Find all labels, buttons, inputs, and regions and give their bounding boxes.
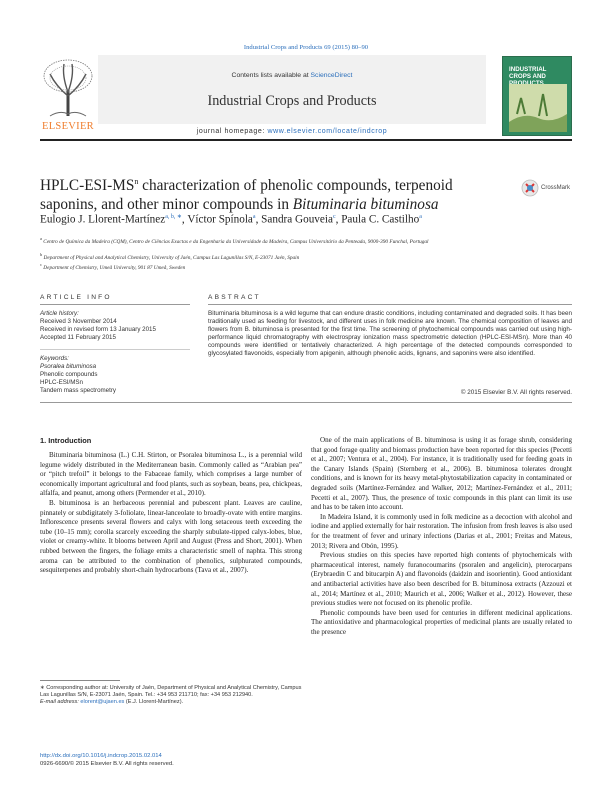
keyword-item: Phenolic compounds	[40, 370, 98, 378]
author-superscript[interactable]: a	[419, 214, 422, 220]
abstract-body: Bituminaria bituminosa is a wild legume that can endure drastic conditions, including contaminated and degraded soils. It has been traditionally used as feeding for livestock, and different uses in folk medicine are known. The chemical composition of leaves and flowers from B. bituminosa is presented for the first time. The screening of phytochemical compounds was carried out using high-performance liquid chromatography with electrospray ionization mass spectrometric detection (HPLC-ESI-MSn). More than 40 compounds were identified or tentatively characterized. A high percentage of the detected compounds corresponded to glycosylated flavonoids, especially from apigenin, although phenolic acids, lignans, and saponins were also identified.	[208, 310, 572, 357]
homepage-label: journal homepage:	[196, 128, 268, 135]
title-species: Bituminaria bituminosa	[292, 196, 439, 214]
body-paragraph: Bituminaria bituminosa (L.) C.H. Stirton, or Psoralea bituminosa L., is a perennial wild legume widely distributed in the Mediterranean basin. Commonly called as “Arabian pea” or “pitch trefoil” it belongs to the Fabaceae family, which comprises a large number of economically important agricultural and food plants, such as soybean, beans, pea, chickpeas, alfalfa, and peanut, among others (Permender et al., 2010).	[40, 451, 302, 498]
title-part-1: HPLC-ESI-MS	[40, 177, 135, 195]
email-label: E-mail address:	[40, 699, 81, 705]
body-paragraph: Previous studies on this species have reported high contents of phytochemicals with pharmaceutical interest, namely furanocoumarins (psoralen and angelicin), pterocarpans (Erybraedin C and bitucarpin A) and flavonoids (daidzin and isoorientin). Good antioxidant and antibacterial activities have also been described for B. bituminosa extracts (Azzouzi et al., 2014; Martínez et al., 2010; Maurich et al., 2006; Walker et al., 2012). However, these previous studies were not focused on its phenolic profile.	[311, 551, 572, 608]
body-paragraph: In Madeira Island, it is commonly used in folk medicine as a decoction with alcohol and iodine and applied externally for hair restoration. The infusion from fresh leaves is also used for the treatment of fever and urinary infections (Darias et al., 2001; Freitas and Mateus, 2013; Rivera and Obón, 1995).	[311, 512, 572, 550]
affiliation-b	[40, 252, 580, 261]
email-suffix: (E.J. Llorent-Martínez).	[124, 699, 184, 705]
article-info-heading: ARTICLE INFO	[40, 294, 112, 301]
affiliation-marker: c	[40, 262, 42, 267]
section-heading-introduction: 1. Introduction	[40, 436, 92, 445]
contents-line	[98, 72, 486, 79]
crossmark-label: CrossMark	[541, 185, 571, 191]
affiliation-text: Department of Physical and Analytical Chemistry, University of Jaén, Campus Las Lagunillas S/N, E-23071 Jaén, Spain	[43, 254, 300, 261]
cover-image	[509, 84, 567, 132]
doi-link[interactable]: http://dx.doi.org/10.1016/j.indcrop.2015.02.014	[40, 753, 162, 759]
title-part-3: saponins, and other minor compounds in	[40, 196, 293, 214]
journal-cover-thumbnail[interactable]	[502, 56, 572, 136]
affiliation-marker: b	[40, 252, 43, 257]
keywords	[40, 355, 190, 395]
header-rule	[40, 139, 572, 141]
journal-homepage	[98, 128, 486, 135]
homepage-link[interactable]: www.elsevier.com/locate/indcrop	[267, 128, 388, 135]
author-name[interactable]: Eulogio J. Llorent-Martínez	[40, 213, 166, 226]
title-part-2: characterization of phenolic compounds, terpenoid	[138, 177, 453, 195]
keyword-item: HPLC-ESI/MSn	[40, 378, 83, 386]
author-name[interactable]: Sandra Gouveia	[261, 213, 333, 226]
author-superscript[interactable]: c	[332, 214, 336, 220]
title-superscript: n	[134, 177, 139, 186]
keywords-label: Keywords:	[40, 355, 69, 362]
history-item: Received in revised form 13 January 2015	[40, 325, 156, 333]
affiliation-text: Department of Chemistry, Umeå University, 901 87 Umeå, Sweden	[43, 264, 186, 271]
author-list: Eulogio J. Llorent-Martínez$^{a, b, ∗}$, Víctor Spínola$^a$, Sandra Gouveia$^c$, Paula C. Castilho$^a$	[40, 213, 422, 226]
abstract-bottom-rule	[40, 402, 572, 403]
journal-reference[interactable]: Industrial Crops and Products 69 (2015) 80–90	[243, 44, 369, 51]
author-superscript[interactable]: a	[252, 214, 256, 220]
elsevier-tree-logo	[40, 56, 96, 124]
corresponding-author-footnote	[40, 685, 302, 706]
abstract-copyright: © 2015 Elsevier B.V. All rights reserved.	[460, 389, 572, 396]
keyword-item: Psoralea bituminosa	[40, 362, 97, 370]
author-superscript[interactable]: a, b, ∗	[165, 214, 182, 220]
sciencedirect-link[interactable]: ScienceDirect	[310, 72, 353, 79]
abstract-rule	[208, 304, 572, 305]
body-column-right	[311, 436, 572, 637]
article-title	[40, 172, 480, 214]
corresponding-text: ∗ Corresponding author at: University of Jaén, Department of Physical and Analytical Chemistry, Campus Las Lagunillas S/N, E-23071 Jaén, Spain. Tel.: +34 953 211710; fax: +34 953 212940.	[40, 685, 302, 698]
article-info-rule	[40, 304, 190, 305]
article-history	[40, 310, 190, 342]
crossmark-badge[interactable]	[520, 174, 572, 204]
history-label: Article history:	[40, 310, 79, 317]
author-name[interactable]: Paula C. Castilho	[341, 213, 420, 226]
author-name[interactable]: Víctor Spínola	[187, 213, 253, 226]
body-paragraph: Phenolic compounds have been used for centuries in different medicinal applications. The antioxidative and pharmacological properties of medicinal plants are usually related to the presence	[311, 608, 572, 636]
body-column-left	[40, 451, 302, 576]
body-paragraph: B. bituminosa is an herbaceous perennial and pubescent plant. Leaves are cauline, pinnately or subdigitately 3-foliolate, linear-lanceolate to broadly-ovate with entire margins. Inflorescence presents several flowers and calyx with long setaceous teeth exceeding the tube (10–15 mm); corolla scarcely exceeding the sharply subulate-tipped calyx-lobes, blue, violet or creamy-white. It blooms between April and August (Press and Short, 2001). When rubbed between the fingers, the foliage emits a characteristic smell of naphta. This strong aroma can be attributed to the combination of phenolics, sulphurated compounds, sesquiterpenes and probably short-chain hydrocarbons (Tava et al., 2007).	[40, 498, 302, 575]
affiliation-marker: a	[40, 236, 42, 241]
journal-header-box	[98, 55, 486, 124]
doi-block	[40, 753, 302, 768]
body-paragraph: One of the main applications of B. bituminosa is using it as forage shrub, considering that good forage quality and biomass production have been reported for this species (Pecetti et al., 2007; Ventura et al., 2004). For instance, it is traditionally used for feeding goats in the Canary Islands (Spain) (Sternberg et al., 2006). B. bituminosa tolerates drought conditions, and is known for its heavy metal-phytostabilization capacity in contaminated or degraded soils (Martínez-Fernández and Walker, 2012; Martínez-Fernández et al., 2011; Pecetti et al., 2007). Thus, the presence of toxic compounds in this plant can limit its use and has to be taken into account.	[311, 436, 572, 512]
affiliation-text: Centro de Química da Madeira (CQM), Centro de Ciências Exactas e da Engenharia da Universidade da Madeira, Campus Universitário da Penteada, 9000-390 Funchal, Portugal	[43, 238, 429, 245]
email-link[interactable]: elorent@ujaen.es	[80, 699, 125, 705]
cover-title: INDUSTRIAL CROPS AND	[509, 66, 547, 80]
affiliation-c	[40, 262, 580, 271]
issn-line: 0926-6690/© 2015 Elsevier B.V. All rights reserved.	[40, 760, 174, 767]
abstract-heading: ABSTRACT	[208, 294, 261, 301]
history-item: Received 3 November 2014	[40, 317, 117, 325]
contents-prefix: Contents lists available at	[231, 72, 311, 79]
journal-title: Industrial Crops and Products	[207, 93, 377, 109]
keyword-item: Tandem mass spectrometry	[40, 386, 116, 394]
publisher-wordmark: ELSEVIER	[42, 121, 94, 132]
affiliation-a	[40, 236, 580, 245]
footnote-rule	[40, 680, 120, 681]
info-divider	[40, 349, 190, 350]
history-item: Accepted 11 February 2015	[40, 333, 116, 341]
